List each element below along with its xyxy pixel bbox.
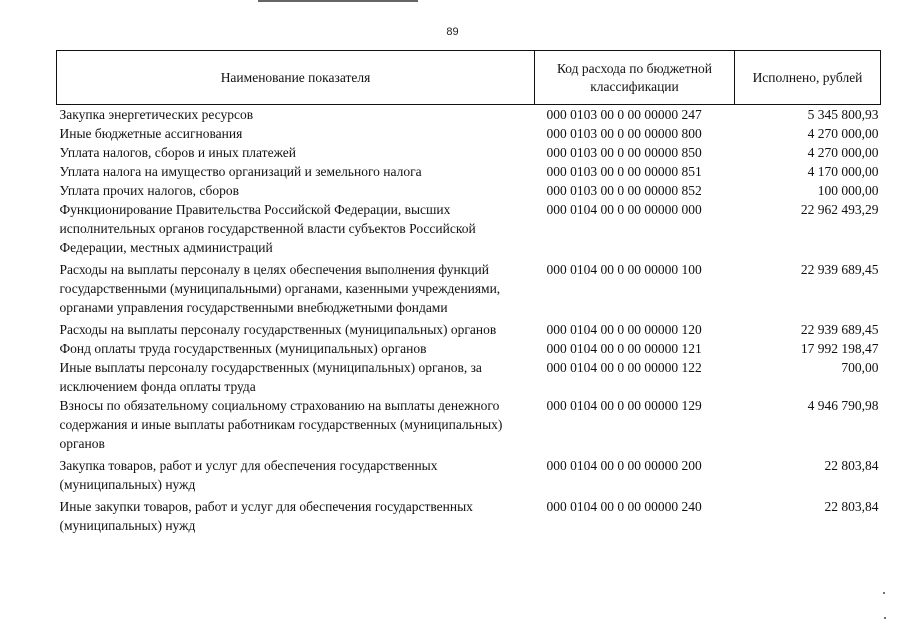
row-code: 000 0104 00 0 00 00000 122 bbox=[546, 360, 702, 375]
header-amount: Исполнено, рублей bbox=[735, 51, 881, 105]
row-amount: 4 270 000,00 bbox=[807, 126, 879, 141]
table-row bbox=[57, 124, 881, 143]
row-amount: 5 345 800,93 bbox=[807, 107, 879, 122]
table-header-row bbox=[57, 51, 881, 105]
scan-edge-line bbox=[258, 0, 418, 2]
row-name: Иные закупки товаров, работ и услуг для обеспечения государственных (муниципальных) нужд bbox=[59, 499, 473, 533]
row-code: 000 0103 00 0 00 00000 851 bbox=[546, 164, 702, 179]
row-amount: 22 939 689,45 bbox=[800, 322, 879, 337]
table-row bbox=[57, 456, 881, 497]
table-row bbox=[57, 162, 881, 181]
row-code: 000 0103 00 0 00 00000 800 bbox=[546, 126, 702, 141]
page-number: 89 bbox=[446, 26, 459, 38]
table-row bbox=[57, 339, 881, 358]
row-name: Взносы по обязательному социальному страхованию на выплаты денежного содержания и иные выплаты работникам государственных (муниципальных) органов bbox=[59, 398, 503, 451]
row-amount: 4 170 000,00 bbox=[807, 164, 879, 179]
row-code: 000 0104 00 0 00 00000 120 bbox=[546, 322, 702, 337]
header-code: Код расхода по бюджетной классификации bbox=[535, 51, 735, 105]
row-amount: 4 946 790,98 bbox=[807, 398, 879, 413]
table-row bbox=[57, 105, 881, 125]
row-name: Функционирование Правительства Российской Федерации, высших исполнительных органов государственной власти субъектов Российской Федерации, местных администраций bbox=[59, 202, 476, 255]
row-amount: 22 803,84 bbox=[824, 499, 879, 514]
row-code: 000 0103 00 0 00 00000 852 bbox=[546, 183, 702, 198]
row-name: Уплата налога на имущество организаций и земельного налога bbox=[59, 164, 422, 179]
row-code: 000 0104 00 0 00 00000 240 bbox=[546, 499, 702, 514]
row-code: 000 0104 00 0 00 00000 200 bbox=[546, 458, 702, 473]
table-row bbox=[57, 260, 881, 320]
table-row bbox=[57, 200, 881, 260]
table-row bbox=[57, 143, 881, 162]
row-amount: 22 962 493,29 bbox=[800, 202, 879, 217]
row-amount: 4 270 000,00 bbox=[807, 145, 879, 160]
row-name: Закупка энергетических ресурсов bbox=[59, 107, 254, 122]
budget-execution-table bbox=[56, 50, 881, 535]
table-row bbox=[57, 181, 881, 200]
row-name: Закупка товаров, работ и услуг для обеспечения государственных (муниципальных) нужд bbox=[59, 458, 438, 492]
table-row bbox=[57, 396, 881, 456]
row-name: Расходы на выплаты персоналу государственных (муниципальных) органов bbox=[59, 322, 497, 337]
row-code: 000 0104 00 0 00 00000 000 bbox=[546, 202, 702, 217]
row-name: Иные выплаты персоналу государственных (муниципальных) органов, за исключением фонда оплаты труда bbox=[59, 360, 482, 394]
row-amount: 17 992 198,47 bbox=[800, 341, 879, 356]
table-row bbox=[57, 497, 881, 535]
row-name: Уплата прочих налогов, сборов bbox=[59, 183, 239, 198]
row-name: Уплата налогов, сборов и иных платежей bbox=[59, 145, 296, 160]
row-code: 000 0104 00 0 00 00000 100 bbox=[546, 262, 702, 277]
row-name: Расходы на выплаты персоналу в целях обеспечения выполнения функций государственными (муниципальными) органами, казенными учреждениями, органами управления государственными внебюджетными фондами bbox=[59, 262, 501, 315]
row-amount: 700,00 bbox=[841, 360, 879, 375]
scan-speck bbox=[883, 592, 885, 594]
row-amount: 22 939 689,45 bbox=[800, 262, 879, 277]
scan-speck bbox=[884, 617, 886, 619]
row-name: Фонд оплаты труда государственных (муниципальных) органов bbox=[59, 341, 427, 356]
table-row bbox=[57, 320, 881, 339]
row-code: 000 0104 00 0 00 00000 129 bbox=[546, 398, 702, 413]
row-code: 000 0104 00 0 00 00000 121 bbox=[546, 341, 702, 356]
row-amount: 100 000,00 bbox=[817, 183, 879, 198]
header-name: Наименование показателя bbox=[57, 51, 535, 105]
row-amount: 22 803,84 bbox=[824, 458, 879, 473]
row-code: 000 0103 00 0 00 00000 247 bbox=[546, 107, 702, 122]
row-code: 000 0103 00 0 00 00000 850 bbox=[546, 145, 702, 160]
row-name: Иные бюджетные ассигнования bbox=[59, 126, 243, 141]
table-row bbox=[57, 358, 881, 396]
